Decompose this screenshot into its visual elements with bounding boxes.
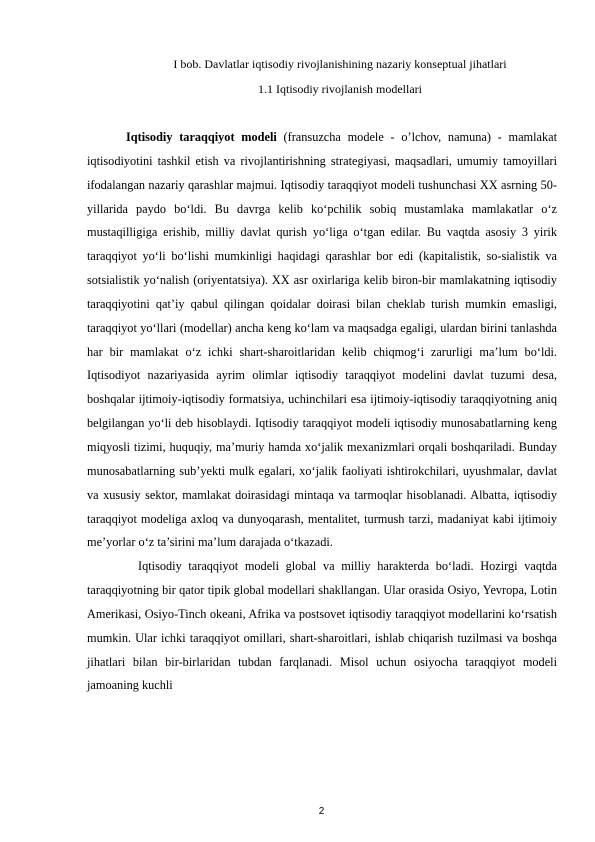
paragraph-2 bbox=[87, 555, 557, 698]
section-title: 1.1 Iqtisodiy rivojlanish modellari bbox=[258, 82, 422, 96]
paragraph-1-text: (fransuzcha modele - o’lchov, namuna) - mamlakat iqtisodiyotini tashkil etish va rivojlantirishning strategiyasi, maqsadlari, umumiy tamoyillari ifodalangan nazariy qarashlar majmui. Iqtisodiy taraqqiyot modeli tushunchasi XX asrning 50-yillarida paydo bo‘ldi. Bu davrga kelib ko‘pchilik sobiq mustamlaka mamlakatlar o‘z mustaqilligiga erishib, milliy davlat qurish yo‘liga o‘tgan edilar. Bu vaqtda asosiy 3 yirik taraqqiyot yo‘li bo‘lishi mumkinligi haqidagi qarashlar bor edi (kapitalistik, so-sialistik va sotsialistik yo‘nalish (oriyentatsiya). XX asr oxirlariga kelib biron-bir mamlakatning iqtisodiy taraqqiyotini qat’iy qabul qilingan qoidalar doirasi bilan cheklab turish mumkin emasligi, taraqqiyot yo‘llari (modellar) ancha keng ko‘lam va maqsadga egaligi, ulardan birini tanlashda har bir mamlakat o‘z ichki shart-sharoitlaridan kelib chiqmog‘i zarurligi ma’lum bo‘ldi. Iqtisodiyot nazariyasida ayrim olimlar iqtisodiy taraqqiyot modelini davlat tuzumi desa, boshqalar ijtimoiy-iqtisodiy formatsiya, uchinchilari esa ijtimoiy-iqtisodiy taraqqiyotning aniq belgilangan yo‘li deb hisoblaydi. Iqtisodiy taraqqiyot modeli iqtisodiy munosabatlarning keng miqyosli tizimi, huquqiy, ma’muriy hamda xo‘jalik mexanizmlari orqali boshqariladi. Bunday munosabatlarning sub’yekti mulk egalari, xo‘jalik faoliyati ishtirokchilari, uyushmalar, davlat va xususiy sektor, mamlakat doirasidagi mintaqa va tarmoqlar hisoblanadi. Albatta, iqtisodiy taraqqiyot modeliga axloq va dunyoqarash, mentalitet, turmush tarzi, madaniyat kabi ijtimoiy me’yorlar o‘z ta’sirini ma’lum darajada o‘tkazadi. bbox=[87, 130, 557, 550]
paragraph-2-text: Iqtisodiy taraqqiyot modeli global va milliy harakterda bo‘ladi. Hozirgi vaqtda taraqqiyotning bir qator tipik global modellari shakllangan. Ular orasida Osiyo, Yevropa, Lotin Amerikasi, Osiyo-Tinch okeani, Afrika va postsovet iqtisodiy taraqqiyot modellarini ko‘rsatish mumkin. Ular ichki taraqqiyot omillari, shart-sharoitlari, ishlab chiqarish tuzilmasi va boshqa jihatlari bilan bir-birlaridan tubdan farqlanadi. Misol uchun osiyocha taraqqiyot modeli jamoaning kuchli bbox=[87, 559, 557, 693]
paragraph-1 bbox=[87, 126, 557, 555]
document-body bbox=[87, 126, 557, 698]
chapter-title: I bob. Davlatlar iqtisodiy rivojlanishining nazariy konseptual jihatlari bbox=[173, 57, 507, 71]
page-number: 2 bbox=[318, 806, 325, 817]
paragraph-1-lead-term: Iqtisodiy taraqqiyot modeli bbox=[126, 130, 277, 144]
